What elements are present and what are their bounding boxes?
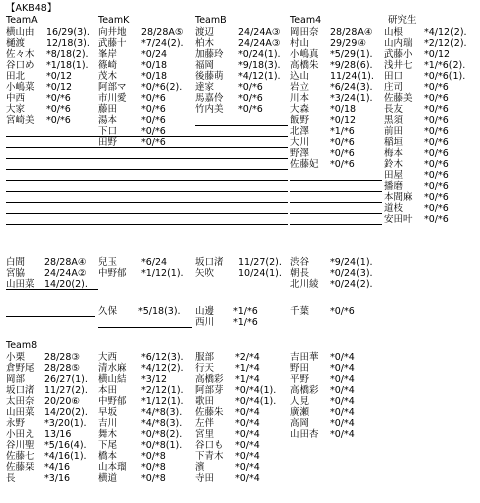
- team-b-member-value: *0/*6: [238, 82, 263, 93]
- team-a-member-value: 12/18(3).: [46, 38, 90, 49]
- team-8-member-value: *0/*4: [330, 396, 355, 407]
- team-4-member-value: *9/28(6).: [330, 60, 373, 71]
- kenkyusei-member-name: 梅本: [384, 148, 404, 159]
- blank-line: [290, 213, 382, 214]
- team-4-member-name: 高橋朱: [290, 60, 319, 71]
- kenkyusei-member-value: *4/12(2).: [424, 27, 467, 38]
- team-4-member-name: 北澤: [290, 126, 310, 137]
- blank-line: [98, 224, 288, 225]
- team-8-member-name: 寺田: [195, 473, 215, 484]
- team-8-member-value: *2/*4: [235, 352, 260, 363]
- kenkyusei-member-value: *0/*6(1).: [424, 71, 466, 82]
- team-8-member-name: 佐藤朱: [195, 407, 224, 418]
- team-k-member-name: 峯岸: [98, 49, 118, 60]
- team-4-member-name: 大川: [290, 137, 310, 148]
- team-b-member-value: *0/24(1).: [238, 49, 281, 60]
- team-a-member-value: *0/*6: [46, 104, 71, 115]
- kenkyusei-member-value: *0/*6: [424, 126, 449, 137]
- kenkyusei-member-name: 播磨: [384, 181, 404, 192]
- team-k-member-name: 下口: [98, 126, 118, 137]
- misc-member-name: 山邊: [195, 306, 215, 317]
- team-b-member-name: 加藤玲: [195, 49, 224, 60]
- team-4-member-name: 飯野: [290, 115, 310, 126]
- team-8-member-name: 左伴: [195, 418, 215, 429]
- kenkyusei-member-name: 稲垣: [384, 137, 404, 148]
- team-8-member-name: 小田え: [6, 429, 35, 440]
- team-4-member-value: *0/*6: [330, 159, 355, 170]
- team-8-member-value: *0/*4: [330, 429, 355, 440]
- team-8-member-name: 山田菜: [6, 407, 35, 418]
- blank-line: [98, 147, 288, 148]
- team-8-member-name: 永野: [6, 418, 26, 429]
- kenkyusei-member-name: 浅井七: [384, 60, 413, 71]
- team-8-member-value: *1/*4: [235, 363, 260, 374]
- kenkyusei-member-value: *0/*6: [424, 93, 449, 104]
- misc-member-value: *1/*6: [233, 317, 258, 328]
- page-title: 【AKB48】: [6, 3, 57, 14]
- kenkyusei-member-name: 田屋: [384, 170, 404, 181]
- blank-line: [6, 147, 98, 148]
- extra-member-value: 28/28A④: [44, 257, 87, 268]
- team-8-member-value: *5/16(4).: [44, 440, 87, 451]
- team-8-member-value: *0/*4: [235, 429, 260, 440]
- team-8-member-value: *0/*4: [235, 473, 260, 484]
- team-8-member-name: 佐藤栞: [6, 462, 35, 473]
- team-8-member-value: *1/*4: [235, 374, 260, 385]
- kenkyusei-member-name: 庄司: [384, 82, 404, 93]
- kenkyusei-member-value: *0/*6: [424, 159, 449, 170]
- kenkyusei-member-name: 武藤小: [384, 49, 413, 60]
- team-4-member-name: 岩立: [290, 82, 310, 93]
- extra-member-name: 坂口渚: [195, 257, 224, 268]
- kenkyusei-member-value: *1/*6(2).: [424, 60, 466, 71]
- kenkyusei-member-name: 佐藤美: [384, 93, 413, 104]
- team-8-member-value: *0/*4: [235, 407, 260, 418]
- kenkyusei-member-value: *0/*6: [424, 181, 449, 192]
- team-8-member-value: *0/*4: [235, 462, 260, 473]
- team-8-member-name: 大西: [98, 352, 118, 363]
- team-b-member-value: *9/18(3).: [238, 60, 281, 71]
- extra-member-name: 北川綾: [290, 279, 319, 290]
- team-a-member-name: 佐々木: [6, 49, 35, 60]
- team-8-member-name: 太田奈: [6, 396, 35, 407]
- kenkyusei-member-value: *0/*6: [424, 170, 449, 181]
- team-8-member-name: 舞木: [98, 429, 118, 440]
- extra-member-value: 10/24(1).: [238, 268, 282, 279]
- team-8-member-value: *0/*8: [141, 451, 166, 462]
- team-k-member-value: *0/*6: [141, 115, 166, 126]
- team-a-member-value: *0/12: [46, 82, 73, 93]
- extra-member-name: 朝長: [290, 268, 310, 279]
- kenkyusei-member-name: 鈴木: [384, 159, 404, 170]
- team-4-member-name: 岡田奈: [290, 27, 319, 38]
- team-8-member-name: 早坂: [98, 407, 118, 418]
- team-a-member-name: 谷口め: [6, 60, 35, 71]
- misc-member-value: *0/*6: [330, 306, 355, 317]
- team-8-member-value: *4/*8(3).: [141, 407, 183, 418]
- team-4-member-value: *6/24(3).: [330, 82, 373, 93]
- blank-line: [98, 327, 192, 328]
- header-team-8: Team8: [6, 340, 38, 351]
- team-k-member-value: *0/18: [141, 60, 168, 71]
- team-8-member-name: 中野郁: [98, 396, 127, 407]
- kenkyusei-member-name: 長友: [384, 104, 404, 115]
- team-8-member-name: 横道: [98, 473, 118, 484]
- extra-member-value: 24/24A②: [44, 268, 87, 279]
- team-8-member-name: 廣瀬: [290, 407, 310, 418]
- blank-line: [98, 180, 288, 181]
- team-b-member-name: 柏木: [195, 38, 215, 49]
- team-8-member-name: 吉田華: [290, 352, 319, 363]
- extra-member-value: *0/24(2).: [330, 279, 373, 290]
- team-k-member-name: 向井地: [98, 27, 127, 38]
- team-8-member-value: *4/16: [44, 462, 71, 473]
- team-8-member-name: 下尾: [98, 440, 118, 451]
- team-8-member-name: 吉川: [98, 418, 118, 429]
- team-8-member-name: 人見: [290, 396, 310, 407]
- team-8-member-value: *4/12(2).: [141, 363, 184, 374]
- kenkyusei-member-value: *2/12(2).: [424, 38, 467, 49]
- team-8-member-name: 高岡: [290, 418, 310, 429]
- team-4-member-value: 28/28A④: [330, 27, 373, 38]
- blank-line: [6, 158, 98, 159]
- team-b-member-value: *0/*6: [238, 93, 263, 104]
- team-8-member-name: 高橋彩: [195, 374, 224, 385]
- team-8-member-value: *4/16(1).: [44, 451, 87, 462]
- kenkyusei-member-name: 山根: [384, 27, 404, 38]
- team-k-member-name: 阿部マ: [98, 82, 127, 93]
- extra-member-name: 渋谷: [290, 257, 310, 268]
- team-8-member-value: *0/*4: [330, 374, 355, 385]
- kenkyusei-member-name: 安田叶: [384, 214, 413, 225]
- team-8-member-value: *0/*4: [330, 352, 355, 363]
- team-8-member-name: 橋本: [98, 451, 118, 462]
- team-k-member-name: 田野: [98, 137, 118, 148]
- kenkyusei-member-name: 前田: [384, 126, 404, 137]
- team-k-member-value: *0/24: [141, 49, 168, 60]
- team-4-member-value: *3/24(1).: [330, 93, 373, 104]
- team-8-member-name: 倉野尾: [6, 363, 35, 374]
- blank-line: [6, 316, 95, 317]
- misc-member-name: 久保: [98, 306, 118, 317]
- blank-line: [6, 169, 98, 170]
- extra-member-value: *9/24(1).: [330, 257, 373, 268]
- team-8-member-value: *0/*4: [330, 385, 355, 396]
- team-8-member-name: 佐藤七: [6, 451, 35, 462]
- team-4-member-name: 込山: [290, 71, 310, 82]
- team-8-member-name: 山田杏: [290, 429, 319, 440]
- team-a-member-value: *0/12: [46, 71, 73, 82]
- blank-line: [6, 136, 98, 137]
- team-8-member-value: *0/*4: [330, 407, 355, 418]
- kenkyusei-member-value: *0/*6: [424, 214, 449, 225]
- team-8-member-name: 清水麻: [98, 363, 127, 374]
- kenkyusei-member-name: 本間麻: [384, 192, 413, 203]
- kenkyusei-member-value: *0/*6: [424, 137, 449, 148]
- team-8-member-value: *6/12(3).: [141, 352, 184, 363]
- team-8-member-value: *0/*4(1).: [235, 385, 277, 396]
- extra-member-name: 山田菜: [6, 279, 35, 290]
- team-8-member-name: 山本瑠: [98, 462, 127, 473]
- team-8-member-value: 28/28③: [44, 352, 80, 363]
- team-a-member-name: 田北: [6, 71, 26, 82]
- team-a-member-value: *0/*6: [46, 115, 71, 126]
- team-b-member-name: 後藤萌: [195, 71, 224, 82]
- team-4-member-name: 佐藤妃: [290, 159, 319, 170]
- team-8-member-name: 横山結: [98, 374, 127, 385]
- extra-member-value: *1/12(1).: [141, 268, 184, 279]
- team-8-member-name: 本田: [98, 385, 118, 396]
- kenkyusei-member-name: 田口: [384, 71, 404, 82]
- team-8-member-value: 28/28⑤: [44, 363, 80, 374]
- kenkyusei-member-value: *0/*6: [424, 104, 449, 115]
- blank-line: [98, 169, 288, 170]
- team-a-member-value: *0/*6: [46, 93, 71, 104]
- team-4-member-name: 小嶋真: [290, 49, 319, 60]
- extra-member-name: 矢吹: [195, 268, 215, 279]
- team-8-member-name: 小栗: [6, 352, 26, 363]
- extra-member-value: *6/24: [141, 257, 168, 268]
- blank-line: [290, 191, 382, 192]
- team-8-member-value: 26/27(1).: [44, 374, 88, 385]
- blank-line: [6, 191, 98, 192]
- team-k-member-name: 市川愛: [98, 93, 127, 104]
- team-4-member-value: *1/*6: [330, 126, 355, 137]
- team-8-member-name: 岡部: [6, 374, 26, 385]
- team-8-member-value: *2/12(1).: [141, 385, 184, 396]
- team-8-member-value: 11/27(2).: [44, 385, 88, 396]
- team-8-member-name: 歌田: [195, 396, 215, 407]
- header-team-k: TeamK: [98, 15, 130, 26]
- team-k-member-value: *0/*6: [141, 93, 166, 104]
- team-b-member-name: 馬嘉伶: [195, 93, 224, 104]
- extra-member-value: *0/24(3).: [330, 268, 373, 279]
- team-a-member-value: *8/18(2).: [46, 49, 89, 60]
- team-8-member-name: 阿部芽: [195, 385, 224, 396]
- team-8-member-name: 谷川聖: [6, 440, 35, 451]
- team-8-member-value: *0/*8(1).: [141, 440, 183, 451]
- team-8-member-value: *3/20(1).: [44, 418, 87, 429]
- team-8-member-name: 服部: [195, 352, 215, 363]
- team-k-member-value: *0/*6: [141, 104, 166, 115]
- team-k-member-name: 湯本: [98, 115, 118, 126]
- misc-member-value: *1/*6: [233, 306, 258, 317]
- header-kenkyusei: 研究生: [388, 15, 417, 26]
- team-b-member-value: *4/12(1).: [238, 71, 281, 82]
- blank-line: [6, 202, 98, 203]
- team-8-member-value: *0/*4: [330, 418, 355, 429]
- blank-line: [6, 213, 98, 214]
- kenkyusei-member-value: *0/*6: [424, 148, 449, 159]
- team-8-member-name: 濱: [195, 462, 205, 473]
- team-k-member-value: *0/*6(2).: [141, 82, 183, 93]
- team-4-member-value: *0/12: [330, 115, 357, 126]
- team-8-member-value: *4/*8(3).: [141, 418, 183, 429]
- team-8-member-value: 14/20(2).: [44, 407, 88, 418]
- team-a-member-name: 横山由: [6, 27, 35, 38]
- team-8-member-name: 野田: [290, 363, 310, 374]
- extra-member-name: 宮脇: [6, 268, 26, 279]
- team-b-member-value: 24/24A③: [238, 38, 281, 49]
- team-8-member-value: *3/12: [141, 374, 168, 385]
- team-8-member-value: *0/*4: [235, 451, 260, 462]
- header-team-b: TeamB: [195, 15, 227, 26]
- header-team-4: Team4: [290, 15, 322, 26]
- kenkyusei-member-value: *0/*6: [424, 192, 449, 203]
- kenkyusei-member-value: *0/*6: [424, 203, 449, 214]
- kenkyusei-member-name: 山内瑞: [384, 38, 413, 49]
- team-b-member-value: *0/*6: [238, 104, 263, 115]
- blank-line: [6, 289, 98, 290]
- team-k-member-value: *0/*6: [141, 137, 166, 148]
- team-8-member-value: 20/20⑥: [44, 396, 80, 407]
- team-k-member-name: 茂木: [98, 71, 118, 82]
- team-8-member-value: *3/16: [44, 473, 71, 484]
- kenkyusei-member-value: *0/*6: [424, 115, 449, 126]
- team-4-member-value: *0/*6: [330, 148, 355, 159]
- extra-member-name: 兒玉: [98, 257, 118, 268]
- team-4-member-name: 村山: [290, 38, 310, 49]
- misc-member-name: 西川: [195, 317, 215, 328]
- blank-line: [98, 191, 288, 192]
- team-a-member-name: 樋渡: [6, 38, 26, 49]
- team-k-member-name: 藤田: [98, 104, 118, 115]
- extra-member-name: 白間: [6, 257, 26, 268]
- kenkyusei-member-value: *0/12: [424, 49, 451, 60]
- team-8-member-name: 宮里: [195, 429, 215, 440]
- team-a-member-name: 中西: [6, 93, 26, 104]
- extra-member-value: 14/20(2).: [44, 279, 88, 290]
- blank-line: [98, 202, 288, 203]
- team-k-member-value: *7/24(2).: [141, 38, 184, 49]
- team-k-member-value: 28/28A⑤: [141, 27, 184, 38]
- team-8-member-name: 高橋彩: [290, 385, 319, 396]
- team-8-member-value: *0/*8(2).: [141, 429, 183, 440]
- team-8-member-value: *0/*8: [141, 473, 166, 484]
- team-b-member-value: 24/24A③: [238, 27, 281, 38]
- team-4-member-value: 29/29④: [330, 38, 366, 49]
- team-8-member-value: *1/12(1).: [141, 396, 184, 407]
- team-b-member-name: 竹内美: [195, 104, 224, 115]
- header-team-a: TeamA: [6, 15, 38, 26]
- team-a-member-name: 宮崎美: [6, 115, 35, 126]
- team-8-member-name: 坂口渚: [6, 385, 35, 396]
- kenkyusei-member-name: 道枝: [384, 203, 404, 214]
- misc-member-value: *5/18(3).: [138, 306, 181, 317]
- blank-line: [290, 180, 382, 181]
- team-4-member-name: 川本: [290, 93, 310, 104]
- team-4-member-value: *0/18: [330, 104, 357, 115]
- team-8-member-value: 13/16: [44, 429, 72, 440]
- team-4-member-value: *5/29(1).: [330, 49, 373, 60]
- extra-member-name: 中野郁: [98, 268, 127, 279]
- team-8-member-name: 谷口も: [195, 440, 224, 451]
- team-4-member-name: 野澤: [290, 148, 310, 159]
- team-a-member-value: *1/18(1).: [46, 60, 89, 71]
- team-8-member-name: 行天: [195, 363, 215, 374]
- team-8-member-name: 下青木: [195, 451, 224, 462]
- team-8-member-name: 長: [6, 473, 16, 484]
- team-8-member-name: 平野: [290, 374, 310, 385]
- team-8-member-value: *0/*4: [235, 440, 260, 451]
- kenkyusei-member-value: *0/*6: [424, 82, 449, 93]
- team-b-member-name: 福岡: [195, 60, 215, 71]
- team-8-member-value: *0/*4: [330, 363, 355, 374]
- team-a-member-name: 大家: [6, 104, 26, 115]
- team-k-member-value: *0/*6: [141, 126, 166, 137]
- team-8-member-value: *0/*8: [141, 462, 166, 473]
- blank-line: [6, 224, 98, 225]
- extra-member-value: 11/27(2).: [238, 257, 282, 268]
- kenkyusei-member-name: 黒須: [384, 115, 404, 126]
- misc-member-name: 千葉: [290, 306, 310, 317]
- team-b-member-name: 達家: [195, 82, 215, 93]
- team-b-member-name: 渡辺: [195, 27, 215, 38]
- team-4-member-value: *0/*6: [330, 137, 355, 148]
- team-a-member-value: 16/29(3).: [46, 27, 90, 38]
- blank-line: [290, 224, 382, 225]
- team-k-member-value: *0/18: [141, 71, 168, 82]
- team-k-member-name: 篠崎: [98, 60, 118, 71]
- blank-line: [290, 202, 382, 203]
- team-8-member-value: *0/*4(1).: [235, 396, 277, 407]
- team-k-member-name: 武藤十: [98, 38, 127, 49]
- team-4-member-name: 大森: [290, 104, 310, 115]
- team-8-member-value: *0/*4: [235, 418, 260, 429]
- team-4-member-value: 11/24(1).: [330, 71, 374, 82]
- blank-line: [195, 125, 288, 126]
- blank-line: [98, 136, 288, 137]
- team-a-member-name: 小嶋菜: [6, 82, 35, 93]
- blank-line: [98, 213, 288, 214]
- blank-line: [98, 158, 288, 159]
- blank-line: [6, 180, 98, 181]
